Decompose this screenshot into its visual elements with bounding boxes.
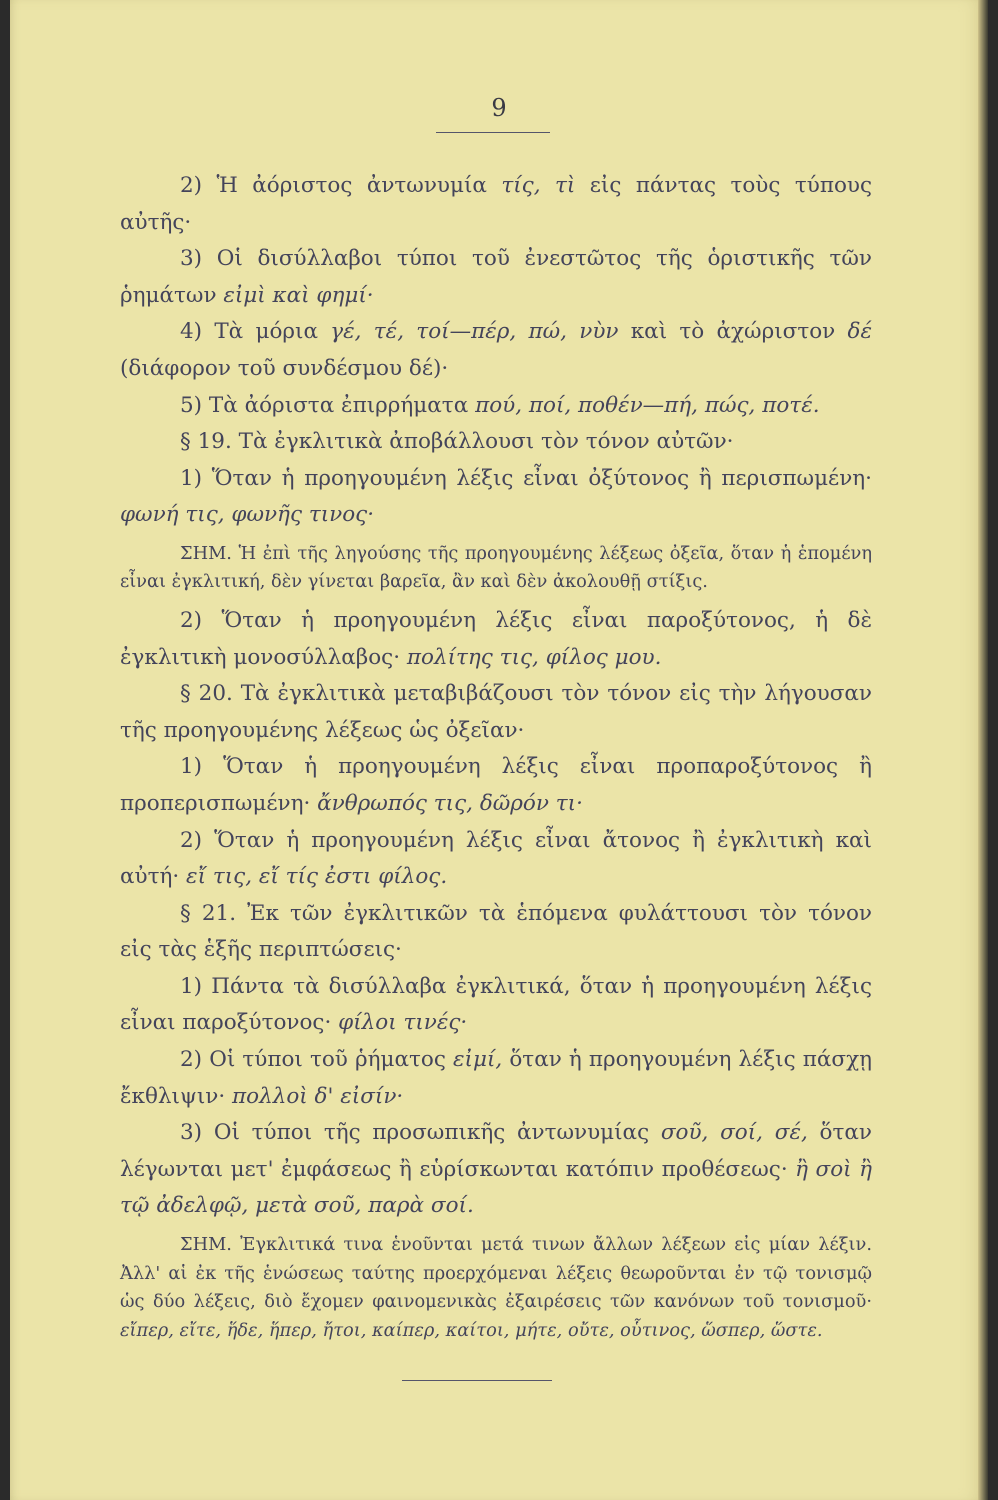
- header-rule: [436, 132, 550, 133]
- page-number: 9: [491, 94, 507, 122]
- paragraph: 2) Ἡ ἀόριστος ἀντωνυμία τίς, τὶ εἰς πάντας τοὺς τύπους αὐτῆς·: [120, 173, 873, 235]
- section-heading: § 21. Ἐκ τῶν ἐγκλιτικῶν τὰ ἑπόμενα φυλάττουσι τὸν τόνον εἰς τὰς ἑξῆς περιπτώσεις·: [120, 900, 872, 963]
- paragraph: 2) Οἱ τύποι τοῦ ῥήματος εἰμί, ὅταν ἡ προηγουμένη λέξις πάσχῃ ἔκθλιψιν· πολλοὶ δ' εἰσίν·: [120, 1047, 872, 1109]
- paragraph: 5) Τὰ ἀόριστα ἐπιρρήματα πού, ποί, ποθέν—πή, πώς, ποτέ.: [180, 392, 820, 418]
- body-text: [120, 168, 872, 1351]
- note: ΣΗΜ. Ἡ ἐπὶ τῆς ληγούσης τῆς προηγουμένης λέξεως ὀξεῖα, ὅταν ἡ ἑπομένη εἶναι ἐγκλιτική, δὲν γίνεται βαρεῖα, ἂν καὶ δὲν ἀκολουθῇ στίξις.: [120, 542, 872, 593]
- paragraph: 3) Οἱ τύποι τῆς προσωπικῆς ἀντωνυμίας σοῦ, σοί, σέ, ὅταν λέγωνται μετ' ἐμφάσεως ἢ εὑρίσκωνται κατόπιν προθέσεως· ἢ σοὶ ἢ τῷ ἀδελφῷ, μετὰ σοῦ, παρὰ σοί.: [120, 1120, 873, 1219]
- page-edge: [978, 0, 988, 1500]
- section-heading: § 20. Τὰ ἐγκλιτικὰ μεταβιβάζουσι τὸν τόνον εἰς τὴν λήγουσαν τῆς προηγουμένης λέξεως ὡς ὀξεῖαν·: [120, 681, 872, 743]
- paragraph: 1) Ὅταν ἡ προηγουμένη λέξις εἶναι προπαροξύτονος ἢ προπερισπωμένη· ἄνθρωπός τις, δῶρόν τι·: [120, 754, 872, 816]
- paragraph: 4) Τὰ μόρια γέ, τέ, τοί—πέρ, πώ, νὺν καὶ τὸ ἀχώριστον δέ (διάφορον τοῦ συνδέσμου δέ)·: [120, 319, 873, 381]
- paragraph: 2) Ὅταν ἡ προηγουμένη λέξις εἶναι ἄτονος ἢ ἐγκλιτικὴ καὶ αὐτή· εἴ τις, εἴ τίς ἐστι φίλος.: [120, 827, 872, 890]
- footer-rule: [402, 1380, 552, 1381]
- section-heading: § 19. Τὰ ἐγκλιτικὰ ἀποβάλλουσι τὸν τόνον αὐτῶν·: [180, 429, 734, 455]
- paragraph: 2) Ὅταν ἡ προηγουμένη λέξις εἶναι παροξύτονος, ἡ δὲ ἐγκλιτικὴ μονοσύλλαβος· πολίτης τις, φίλος μου.: [120, 607, 872, 670]
- paragraph: 1) Ὅταν ἡ προηγουμένη λέξις εἶναι ὀξύτονος ἢ περισπωμένη· φωνή τις, φωνῆς τινος·: [120, 465, 872, 528]
- note: ΣΗΜ. Ἐγκλιτικά τινα ἑνοῦνται μετά τινων ἄλλων λέξεων εἰς μίαν λέξιν. Ἀλλ' αἱ ἐκ τῆς ἑνώσεως ταύτης προερχόμεναι λέξεις θεωροῦνται ἐν τῷ τονισμῷ ὡς δύο λέξεις, διὸ ἔχομεν φαινομενικὰς ἐξαιρέσεις τῶν κανόνων τοῦ τονισμοῦ· εἴπερ, εἴτε, ἥδε, ἥπερ, ἤτοι, καίπερ, καίτοι, μήτε, οὔτε, οὗτινος, ὥσπερ, ὥστε.: [120, 1234, 872, 1341]
- paragraph: 1) Πάντα τὰ δισύλλαβα ἐγκλιτικά, ὅταν ἡ προηγουμένη λέξις εἶναι παροξύτονος· φίλοι τινές·: [120, 973, 872, 1036]
- paragraph: 3) Οἱ δισύλλαβοι τύποι τοῦ ἐνεστῶτος τῆς ὁριστικῆς τῶν ῥημάτων εἰμὶ καὶ φημί·: [120, 246, 872, 308]
- book-page: [10, 0, 988, 1500]
